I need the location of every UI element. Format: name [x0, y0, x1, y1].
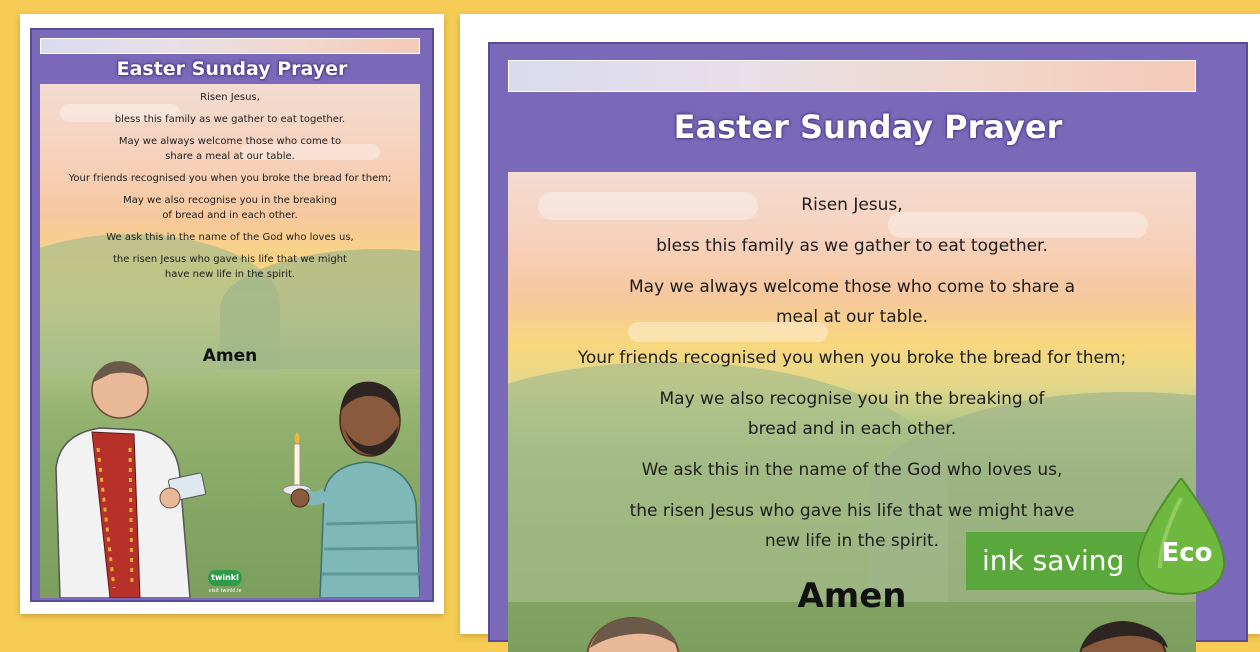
small-prayer-line-3: May we always welcome those who come to share a meal at our table. — [118, 136, 342, 162]
small-poster-scene — [40, 84, 420, 598]
small-amen: Amen — [202, 346, 258, 366]
large-prayer-line-6: We ask this in the name of the God who loves us, — [641, 460, 1063, 480]
small-prayer-line-2: bless this family as we gather to eat together. — [114, 114, 346, 125]
ink-saving-eco-badge — [966, 528, 1242, 594]
man-head-partial — [1068, 618, 1178, 652]
ink-saving-label: ink saving — [966, 532, 1166, 590]
priest-head-partial — [578, 612, 688, 652]
priest-figure — [40, 348, 210, 598]
small-prayer-line-4: Your friends recognised you when you broke the bread for them; — [68, 173, 392, 184]
large-prayer-text — [508, 190, 1196, 567]
small-poster-frame — [30, 28, 434, 602]
small-poster-title: Easter Sunday Prayer — [116, 58, 348, 80]
large-prayer-line-3: May we always welcome those who come to share a meal at our table. — [629, 277, 1075, 327]
large-amen: Amen — [797, 576, 907, 616]
eco-tag: Eco — [1161, 538, 1213, 568]
large-prayer-line-4: Your friends recognised you when you broke the bread for them; — [577, 348, 1127, 368]
small-prayer-line-1: Risen Jesus, — [200, 92, 260, 103]
twinkl-logo: twinkl — [208, 570, 242, 586]
large-prayer-line-7: the risen Jesus who gave his life that we might have new life in the spirit. — [629, 501, 1075, 551]
small-prayer-line-6: We ask this in the name of the God who loves us, — [106, 232, 354, 243]
large-poster-title: Easter Sunday Prayer — [673, 108, 1063, 146]
large-sky-strip — [508, 60, 1196, 92]
large-prayer-line-5: May we also recognise you in the breaking of bread and in each other. — [659, 389, 1045, 439]
small-poster-sheet — [20, 14, 444, 614]
man-with-candle-figure — [270, 354, 420, 598]
large-prayer-line-2: bless this family as we gather to eat together. — [656, 236, 1048, 256]
leaf-icon — [1126, 478, 1236, 596]
small-prayer-text — [40, 90, 420, 289]
large-prayer-line-1: Risen Jesus, — [801, 195, 903, 215]
small-prayer-line-5: May we also recognise you in the breaking of bread and in each other. — [123, 195, 337, 221]
small-sky-strip — [40, 38, 420, 54]
twinkl-url: visit twinkl.ie — [208, 588, 242, 594]
small-prayer-line-7: the risen Jesus who gave his life that we might have new life in the spirit. — [113, 254, 347, 280]
